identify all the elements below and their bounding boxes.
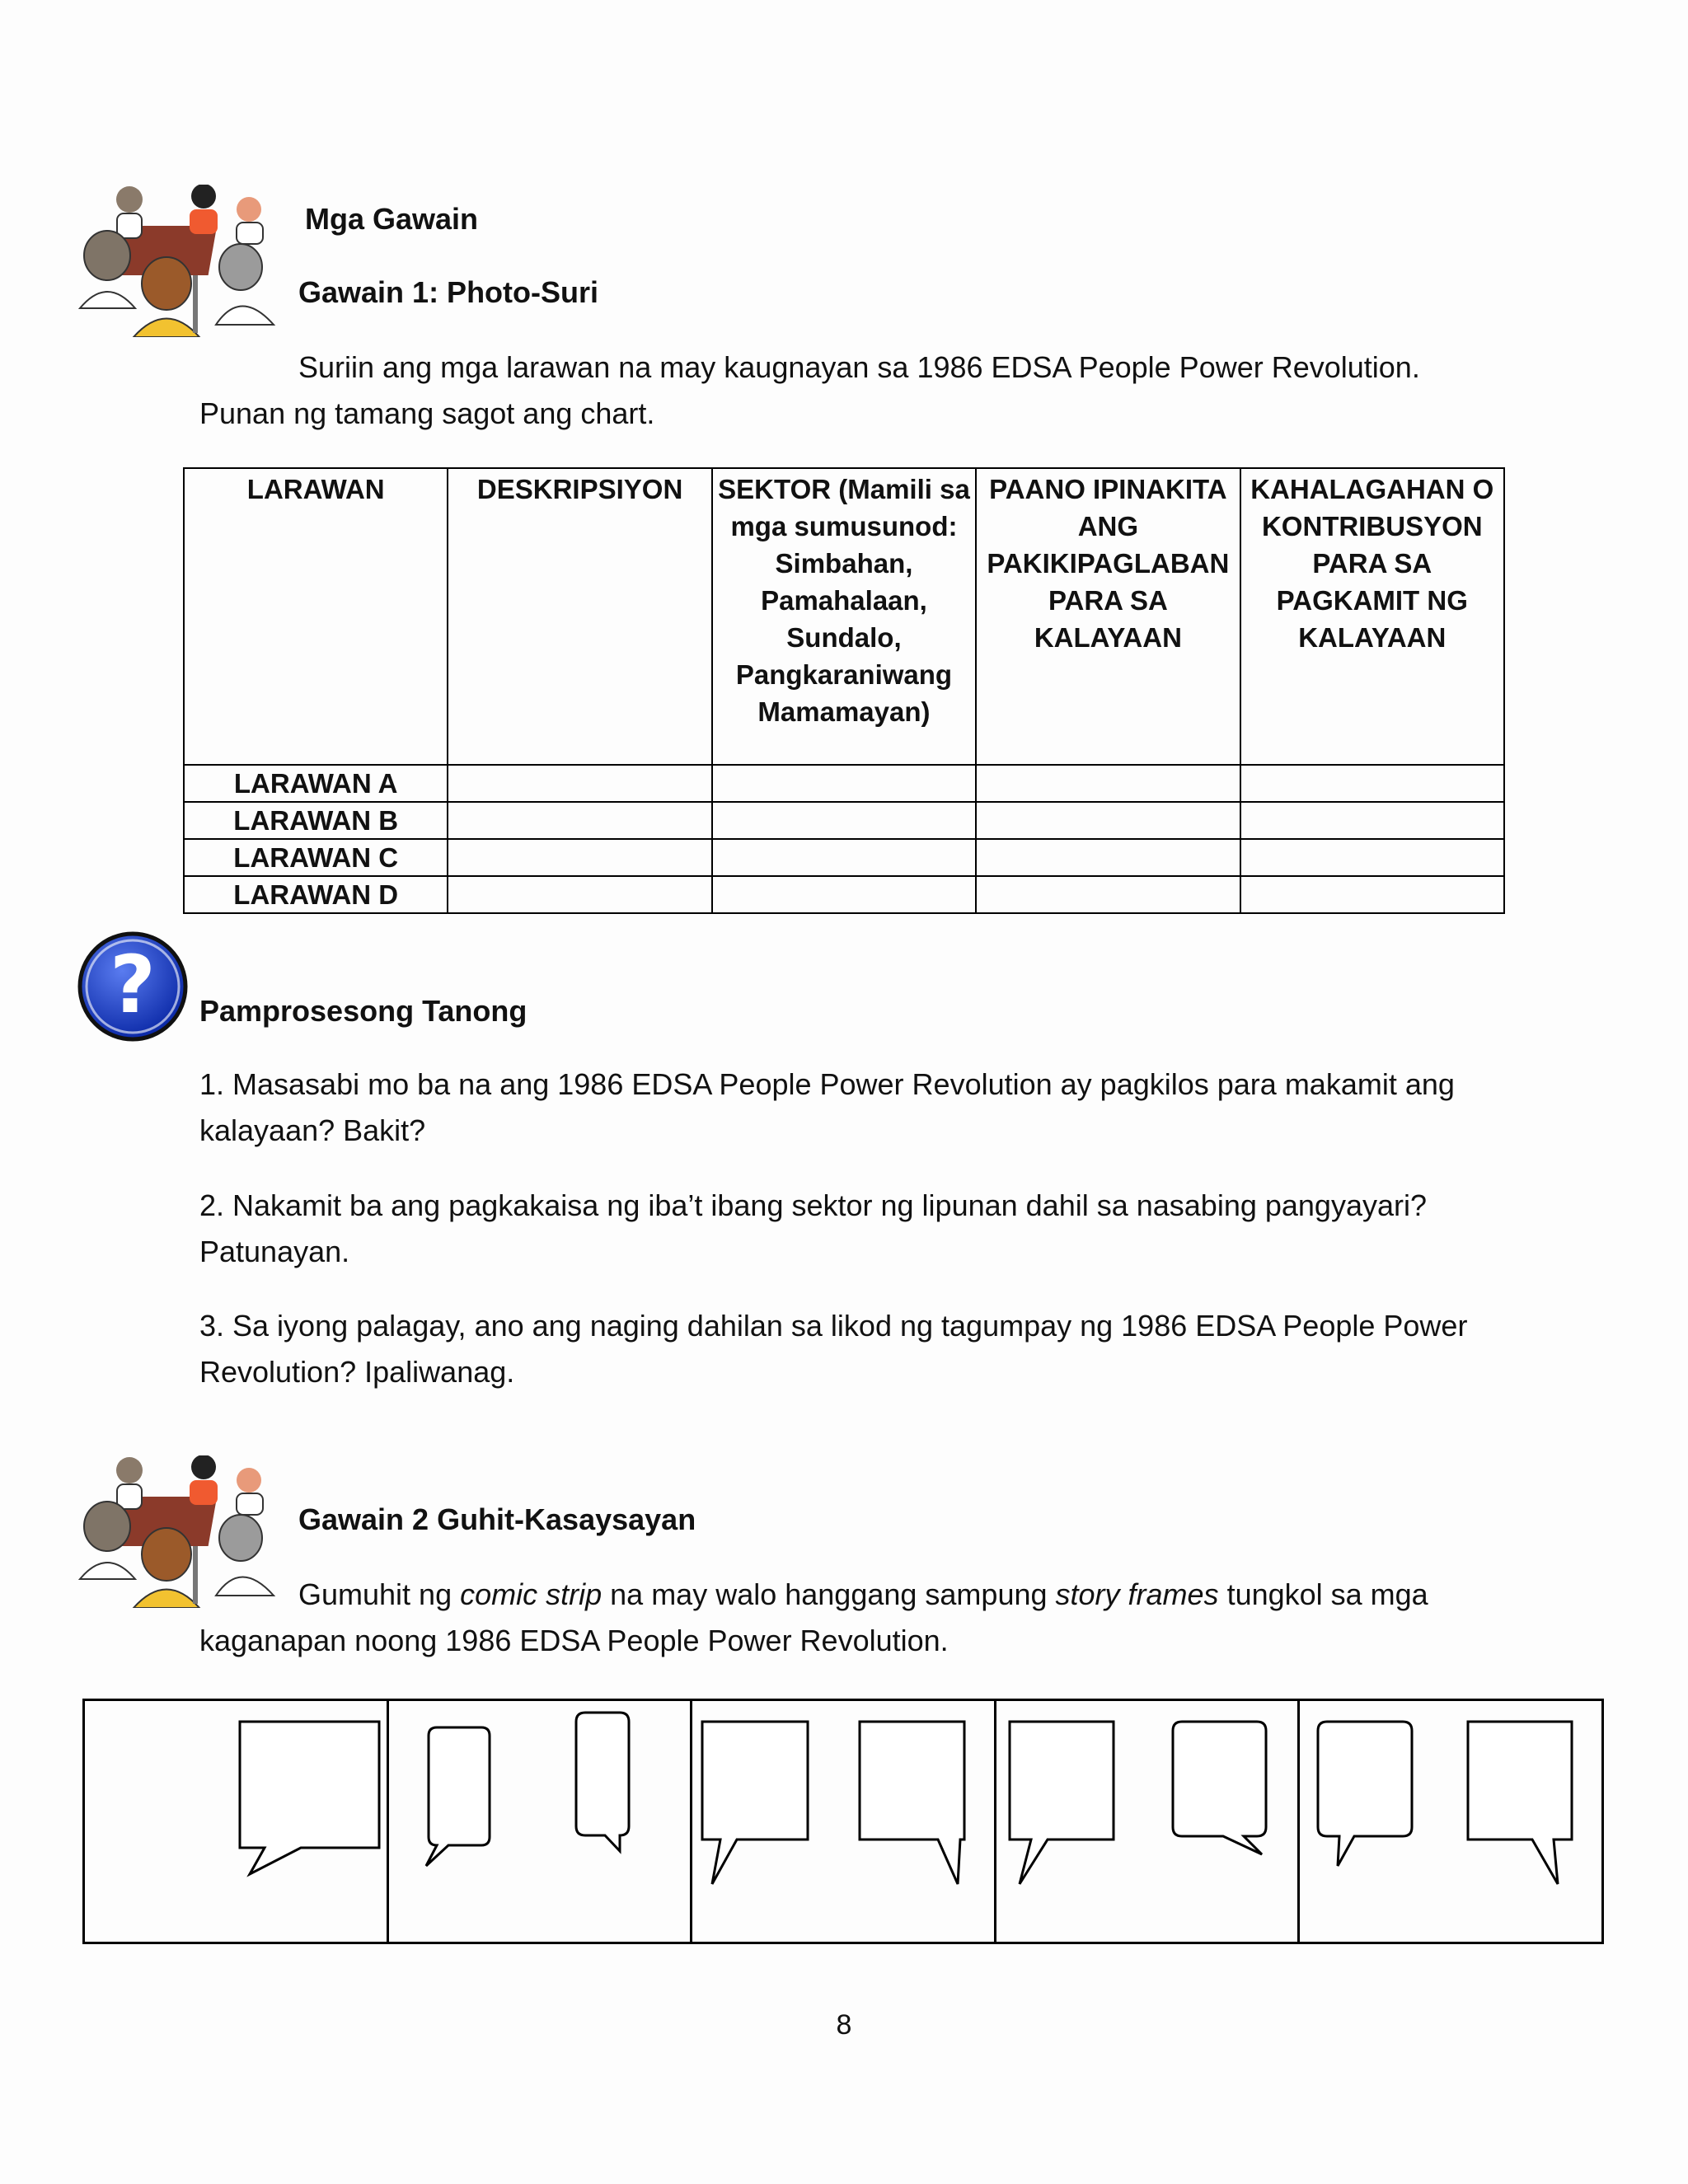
answer-cell[interactable] — [1240, 876, 1504, 913]
activity2-title: Gawain 2 Guhit-Kasaysayan — [298, 1502, 696, 1536]
answer-cell[interactable] — [1240, 765, 1504, 802]
table-row — [184, 765, 1504, 802]
question-2-line2: Patunayan. — [199, 1235, 350, 1268]
header-paano: PAANO IPINAKITA ANG PAKIKIPAGLABAN PARA SA KALAYAAN — [976, 468, 1240, 765]
question-2-line1: 2. Nakamit ba ang pagkakaisa ng iba’t ibang sektor ng lipunan dahil sa nasabing pangyayari? — [199, 1188, 1428, 1222]
answer-cell[interactable] — [712, 876, 976, 913]
answer-cell[interactable] — [1240, 802, 1504, 839]
photo-suri-table — [183, 467, 1505, 914]
row-label: LARAWAN D — [184, 876, 448, 913]
answer-cell[interactable] — [448, 802, 711, 839]
answer-cell[interactable] — [448, 765, 711, 802]
answer-cell[interactable] — [1240, 839, 1504, 876]
activity1-instruction-line2: Punan ng tamang sagot ang chart. — [199, 396, 655, 430]
speech-bubble-icon — [1300, 1701, 1601, 1944]
question-1-line1: 1. Masasabi mo ba na ang 1986 EDSA People Power Revolution ay pagkilos para makamit ang — [199, 1067, 1455, 1101]
answer-cell[interactable] — [712, 765, 976, 802]
comic-frame[interactable] — [996, 1701, 1301, 1942]
question-1-line2: kalayaan? Bakit? — [199, 1113, 426, 1147]
speech-bubble-icon — [389, 1701, 691, 1944]
group-meeting-icon — [76, 185, 282, 337]
question-mark-icon — [76, 930, 190, 1043]
table-row — [184, 802, 1504, 839]
speech-bubble-icon — [996, 1701, 1298, 1944]
comic-frame[interactable] — [85, 1701, 389, 1942]
answer-cell[interactable] — [976, 876, 1240, 913]
activity1-instruction-line1: Suriin ang mga larawan na may kaugnayan sa 1986 EDSA People Power Revolution. — [298, 350, 1420, 384]
row-label: LARAWAN B — [184, 802, 448, 839]
comic-frame[interactable] — [692, 1701, 996, 1942]
page-number: 8 — [836, 2009, 852, 2041]
activity2-instruction-line1: Gumuhit ng comic strip na may walo hanggang sampung story frames tungkol sa mga — [298, 1577, 1428, 1611]
answer-cell[interactable] — [976, 839, 1240, 876]
comic-frame[interactable] — [389, 1701, 693, 1942]
group-meeting-icon — [76, 1455, 282, 1608]
activity2-instruction-line2: kaganapan noong 1986 EDSA People Power Revolution. — [199, 1624, 949, 1657]
svg-text:?: ? — [110, 939, 156, 1031]
comic-frame[interactable] — [1300, 1701, 1601, 1942]
answer-cell[interactable] — [712, 802, 976, 839]
answer-cell[interactable] — [712, 839, 976, 876]
speech-bubble-icon — [85, 1701, 387, 1944]
questions-title: Pamprosesong Tanong — [199, 994, 528, 1028]
section-heading: Mga Gawain — [305, 202, 479, 236]
question-3-line1: 3. Sa iyong palagay, ano ang naging dahilan sa likod ng tagumpay ng 1986 EDSA People Power — [199, 1309, 1468, 1343]
answer-cell[interactable] — [448, 839, 711, 876]
table-header-row — [184, 468, 1504, 765]
row-label: LARAWAN C — [184, 839, 448, 876]
answer-cell[interactable] — [448, 876, 711, 913]
answer-cell[interactable] — [976, 802, 1240, 839]
activity1-title: Gawain 1: Photo-Suri — [298, 275, 599, 309]
comic-strip — [82, 1699, 1604, 1944]
header-larawan: LARAWAN — [184, 468, 448, 765]
header-kahalagahan: KAHALAGAHAN O KONTRIBUSYON PARA SA PAGKAMIT NG KALAYAAN — [1240, 468, 1504, 765]
answer-cell[interactable] — [976, 765, 1240, 802]
question-3-line2: Revolution? Ipaliwanag. — [199, 1355, 515, 1389]
header-sektor: SEKTOR (Mamili sa mga sumusunod: Simbahan, Pamahalaan, Sundalo, Pangkaraniwang Mamamayan) — [712, 468, 976, 765]
table-row — [184, 876, 1504, 913]
row-label: LARAWAN A — [184, 765, 448, 802]
speech-bubble-icon — [692, 1701, 994, 1944]
header-deskripsiyon: DESKRIPSIYON — [448, 468, 711, 765]
table-row — [184, 839, 1504, 876]
